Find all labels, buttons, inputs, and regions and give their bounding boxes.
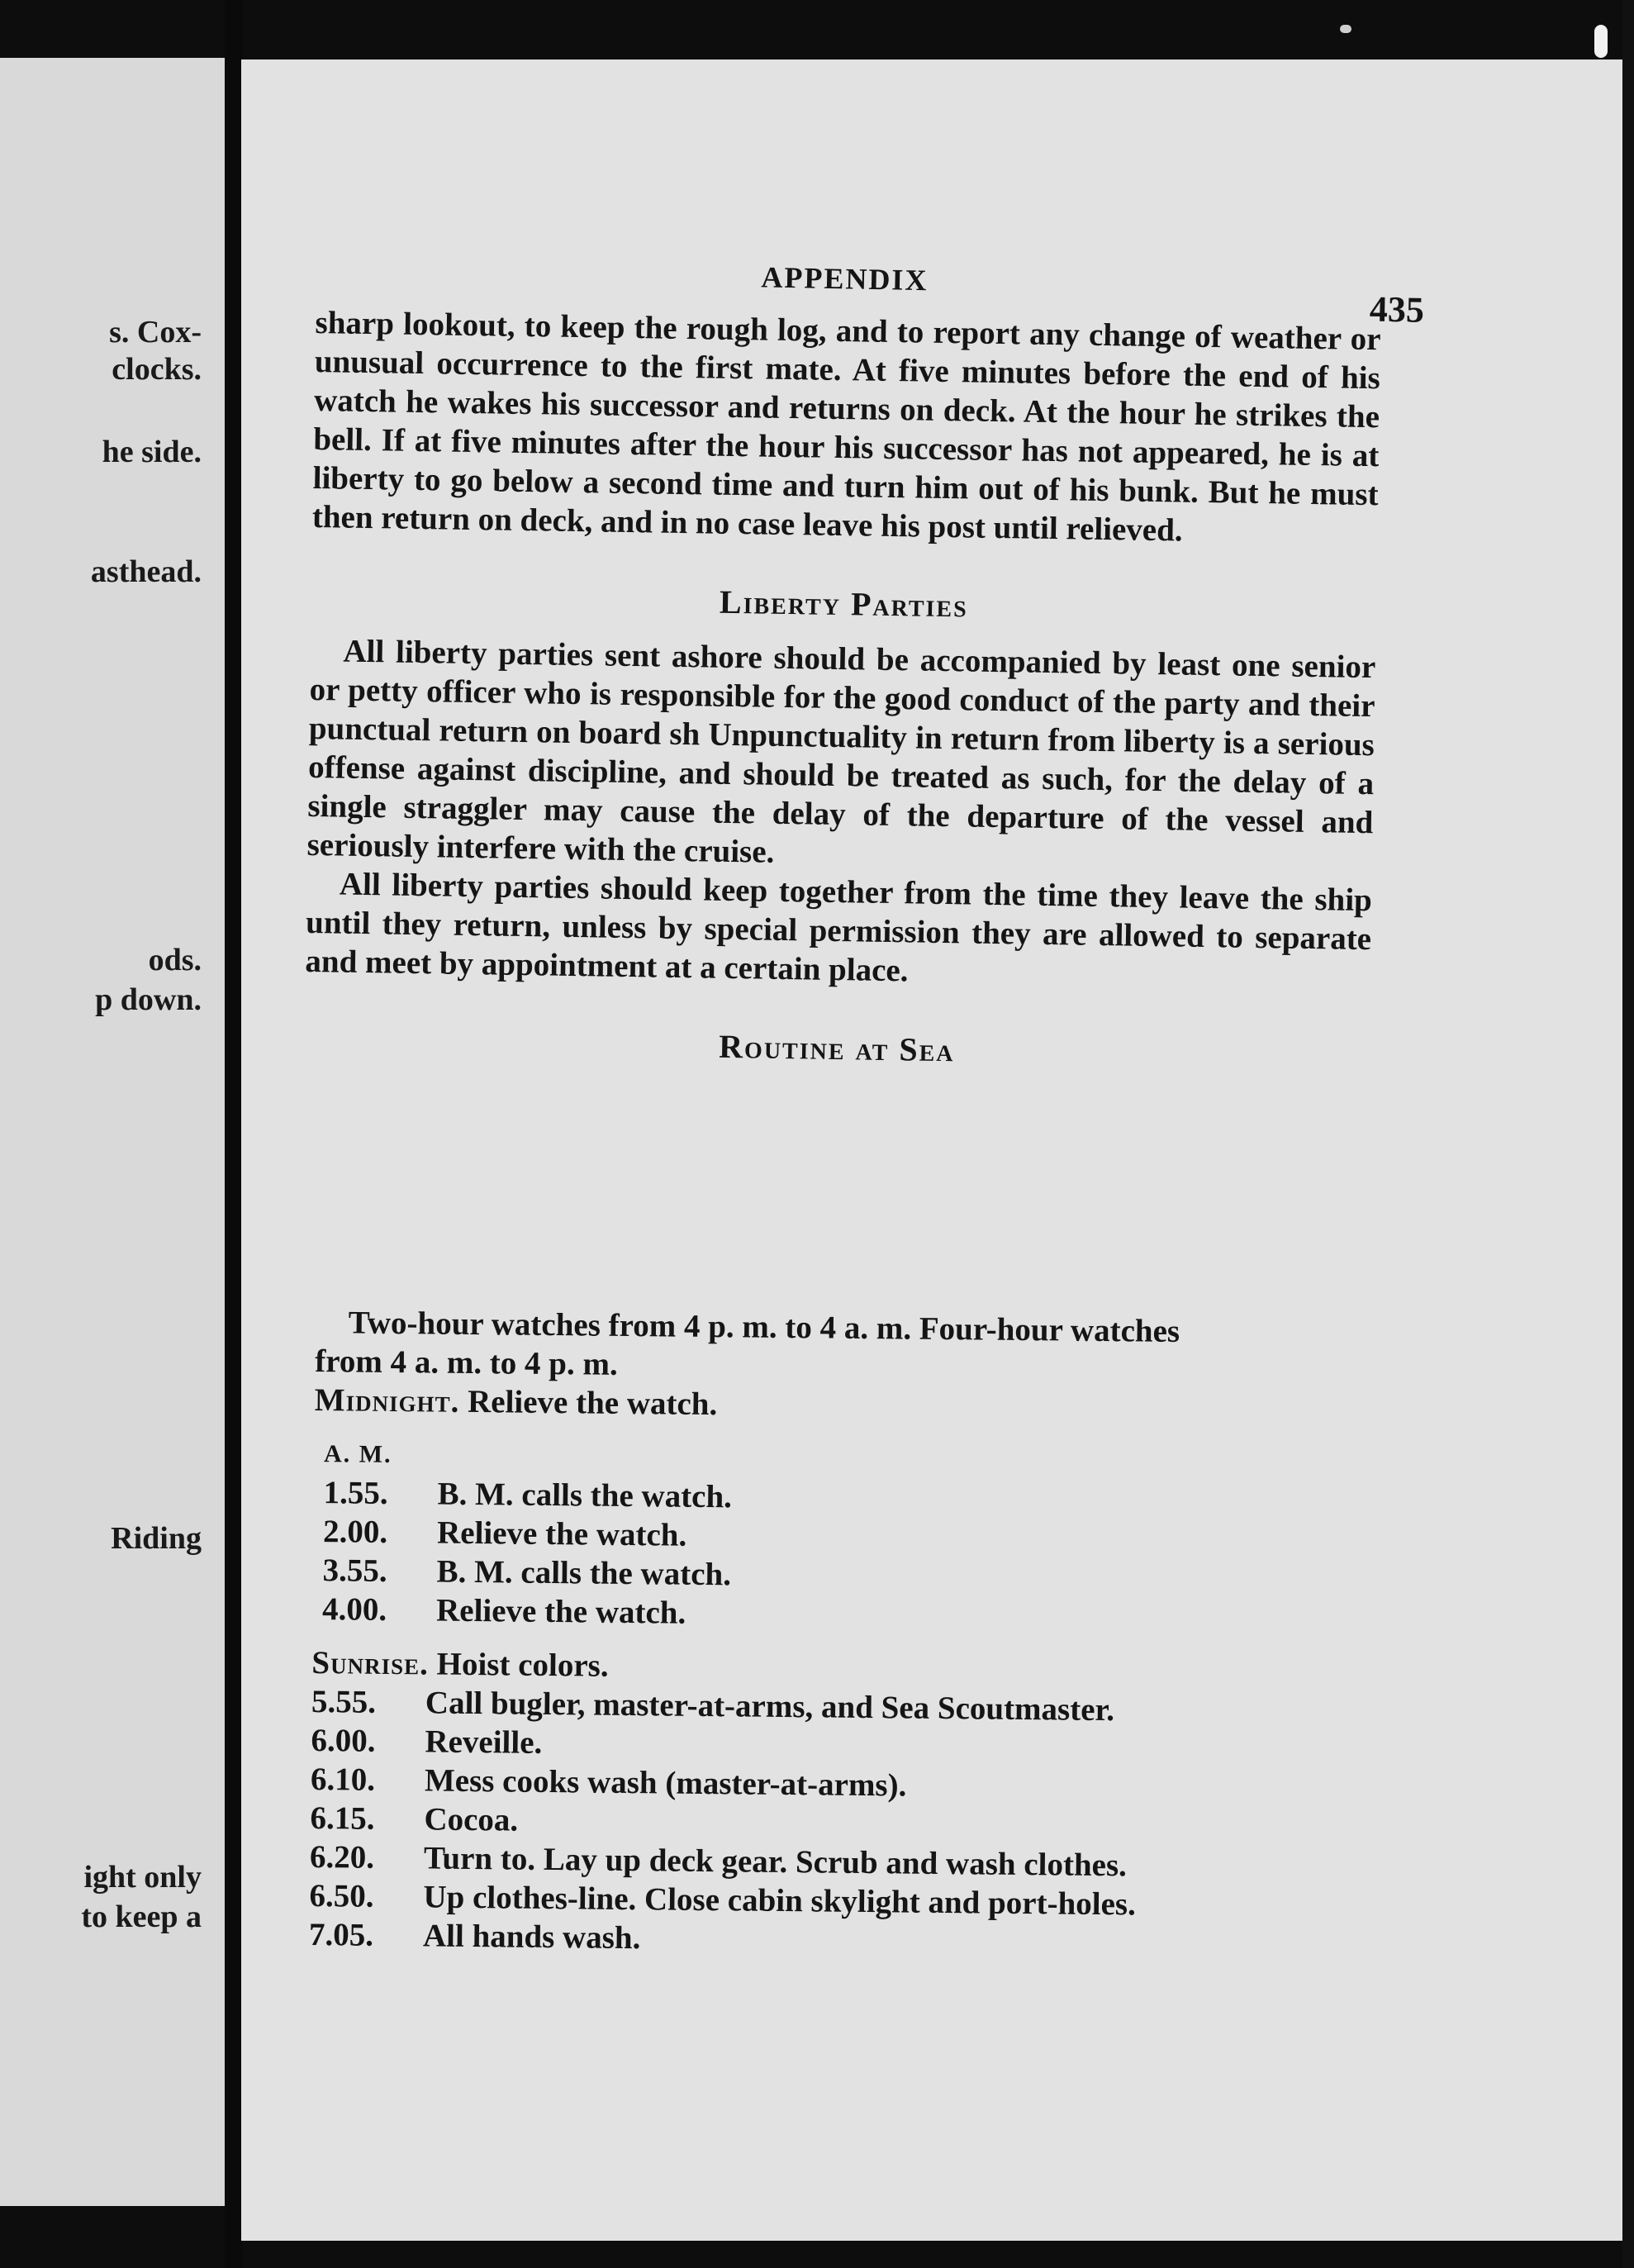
- schedule-text: Reveille.: [425, 1724, 543, 1761]
- schedule-text: Relieve the watch.: [435, 1592, 686, 1631]
- page-number: 435: [1369, 288, 1425, 330]
- left-fragment-line: asthead.: [90, 554, 202, 589]
- left-fragment-line: p down.: [95, 982, 202, 1017]
- schedule-text: Cocoa.: [424, 1801, 519, 1838]
- schedule-time: 1.55.: [323, 1475, 388, 1511]
- section-heading-liberty-parties: Liberty Parties: [719, 582, 969, 625]
- am-label: A. M.: [323, 1440, 392, 1468]
- schedule-time: 5.55.: [311, 1683, 377, 1720]
- schedule-time: 2.00.: [322, 1514, 388, 1550]
- schedule-time: 6.10.: [310, 1761, 376, 1798]
- running-head: APPENDIX: [761, 260, 929, 297]
- schedule-time: 6.20.: [309, 1838, 375, 1876]
- left-fragment-line: to keep a: [81, 1900, 202, 1934]
- left-fragment-line: ight only: [83, 1860, 202, 1895]
- left-fragment-line: ods.: [148, 943, 202, 977]
- sunrise-text: Hoist colors.: [436, 1646, 609, 1684]
- schedule-time: 3.55.: [322, 1552, 387, 1589]
- book-gutter: [225, 0, 243, 2268]
- scan-speck: [1340, 25, 1351, 33]
- schedule-text: Mess cooks wash (master-at-arms).: [424, 1762, 907, 1804]
- schedule-text: All hands wash.: [422, 1918, 641, 1957]
- schedule-time: 6.15.: [310, 1800, 375, 1837]
- page-edge-blur: [1465, 59, 1622, 2241]
- left-fragment-line: Riding: [111, 1521, 202, 1556]
- schedule-text: B. M. calls the watch.: [437, 1476, 733, 1515]
- schedule-time: 7.05.: [308, 1916, 374, 1953]
- schedule-text: Call bugler, master-at-arms, and Sea Scoutmaster.: [425, 1685, 1115, 1728]
- book-page: [241, 59, 1622, 2241]
- left-fragment-line: clocks.: [112, 352, 202, 387]
- intro-paragraph: sharp lookout, to keep the rough log, and to report any change of weather or unusual occurrence to the first mate. At five minutes before the end of his watch he wakes his successor and returns on deck. At the hour he strikes the bell. If at five minutes after the hour his successor has not appeared, he is at liberty to go below a second time and turn him out of his bunk. But he must then return on deck, and in no case leave his post until relieved.: [311, 304, 1381, 549]
- left-fragment-line: s. Cox-: [109, 315, 202, 349]
- left-page-fragment: [0, 58, 225, 2206]
- midnight-text: Relieve the watch.: [467, 1383, 718, 1423]
- page-body: [303, 303, 1381, 1092]
- left-fragment-line: he side.: [102, 435, 202, 469]
- page-header: [316, 250, 1425, 330]
- scan-border: [1622, 0, 1634, 2268]
- routine-intro-line: Two-hour watches from 4 p. m. to 4 a. m. Four-hour watches: [348, 1305, 1180, 1349]
- scan-mark: [1594, 25, 1608, 58]
- schedule-time: 6.50.: [309, 1877, 374, 1914]
- schedule-text: Turn to. Lay up deck gear. Scrub and wash clothes.: [423, 1840, 1128, 1884]
- schedule-time: 4.00.: [321, 1591, 387, 1628]
- section-heading-routine-at-sea: Routine at Sea: [718, 1027, 955, 1069]
- schedule-text: B. M. calls the watch.: [436, 1553, 732, 1593]
- routine-intro-line: from 4 a. m. to 4 p. m.: [315, 1343, 618, 1382]
- sunrise-label: Sunrise.: [311, 1644, 430, 1682]
- liberty-paragraph: All liberty parties sent ashore should be accompanied by least one senior or petty officer who is responsible for the good conduct of the party and their punctual return on board sh Unpunctuality in return from liberty is a serious offense against discipline, and should be treated as such, for the delay of a single straggler may cause the delay of the departure of the vessel and seriously interfere with the cruise.: [306, 633, 1376, 870]
- midnight-label: Midnight.: [314, 1381, 460, 1419]
- schedule-text: Relieve the watch.: [436, 1514, 687, 1553]
- routine-schedule: [309, 1303, 1381, 1965]
- schedule-text: Up clothes-line. Close cabin skylight and port-holes.: [423, 1879, 1137, 1923]
- liberty-paragraph: All liberty parties should keep together from the time they leave the ship until they return, unless by special permission they are allowed to separate and meet by appointment at a certain place.: [305, 866, 1373, 989]
- schedule-time: 6.00.: [311, 1722, 376, 1759]
